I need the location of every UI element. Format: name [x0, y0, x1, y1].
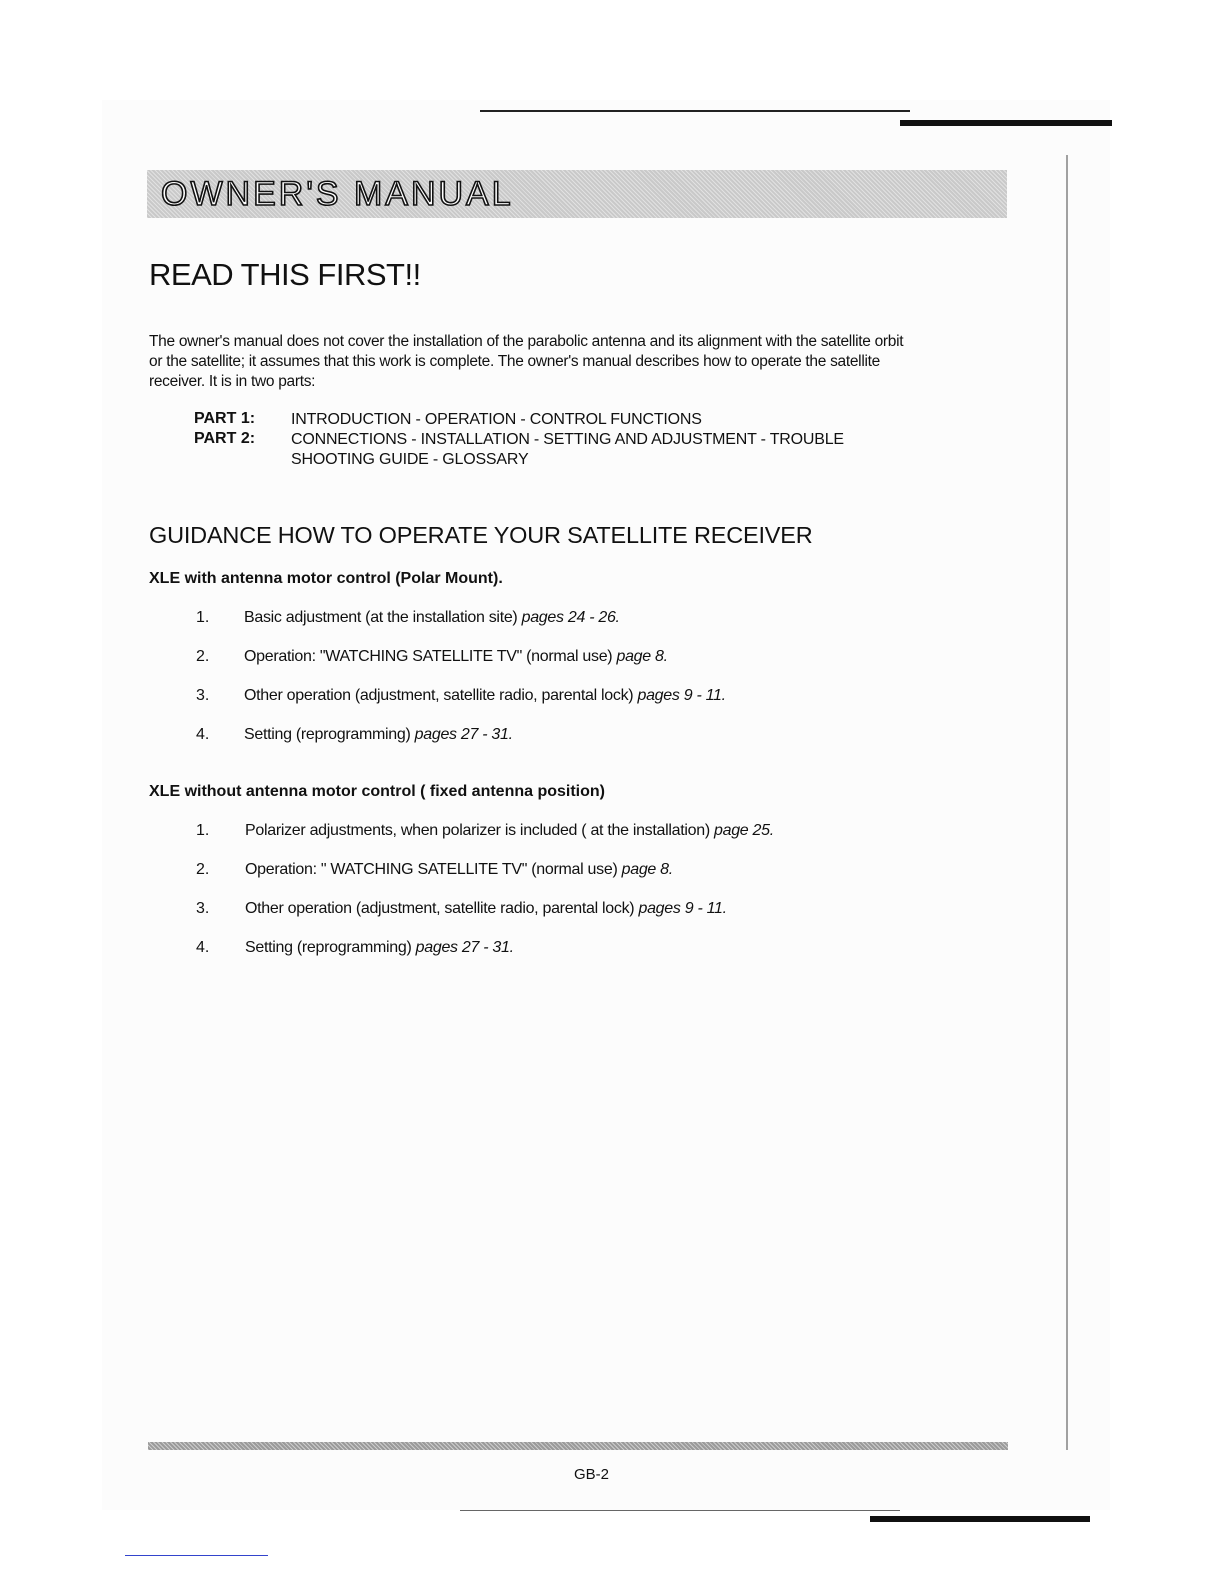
list-item-number: 4.	[196, 939, 210, 956]
part-2-line: CONNECTIONS - INSTALLATION - SETTING AND ADJUSTMENT - TROUBLE	[291, 431, 844, 448]
list-item: Other operation (adjustment, satellite radio, parental lock) pages 9 - 11.	[245, 900, 727, 917]
list-item-number: 2.	[196, 648, 210, 665]
page-number: GB-2	[574, 1466, 610, 1483]
list-item: Operation: "WATCHING SATELLITE TV" (normal use) page 8.	[244, 648, 668, 665]
banner-title: OWNER'S MANUAL	[161, 175, 514, 213]
bottom-rule-thin	[460, 1510, 900, 1511]
guidance-heading: GUIDANCE HOW TO OPERATE YOUR SATELLITE RECEIVER	[149, 522, 813, 548]
top-rule-thin	[480, 110, 910, 112]
list-item-number: 3.	[196, 900, 210, 917]
intro-paragraph	[149, 332, 989, 392]
list-item: Polarizer adjustments, when polarizer is included ( at the installation) page 25.	[245, 822, 774, 839]
list-item: Operation: " WATCHING SATELLITE TV" (normal use) page 8.	[245, 861, 673, 878]
list-item-number: 3.	[196, 687, 210, 704]
part-1-label: PART 1:	[194, 410, 256, 427]
intro-line: receiver. It is in two parts:	[149, 373, 316, 390]
list-item-number: 1.	[196, 822, 210, 839]
top-rule-thick	[900, 120, 1112, 126]
part-2-text	[291, 430, 911, 470]
page-right-edge	[1066, 155, 1068, 1450]
list-item: Setting (reprogramming) pages 27 - 31.	[245, 939, 514, 956]
blue-underline	[125, 1555, 268, 1556]
part-1-line: INTRODUCTION - OPERATION - CONTROL FUNCTIONS	[291, 411, 702, 428]
group-1-subtitle: XLE with antenna motor control (Polar Mount).	[149, 570, 503, 587]
part-2-label: PART 2:	[194, 430, 256, 447]
page-heading: READ THIS FIRST!!	[149, 257, 421, 292]
list-item-number: 2.	[196, 861, 210, 878]
list-item: Basic adjustment (at the installation site) pages 24 - 26.	[244, 609, 620, 626]
list-item: Other operation (adjustment, satellite radio, parental lock) pages 9 - 11.	[244, 687, 726, 704]
intro-line: or the satellite; it assumes that this work is complete. The owner's manual describes how to operate the satellite	[149, 353, 880, 370]
part-2-line: SHOOTING GUIDE - GLOSSARY	[291, 451, 529, 468]
footer-band	[148, 1442, 1008, 1450]
part-1-text	[291, 410, 911, 430]
page-sheet	[102, 100, 1110, 1510]
intro-line: The owner's manual does not cover the installation of the parabolic antenna and its alignment with the satellite orbit	[149, 333, 904, 350]
group-2-subtitle: XLE without antenna motor control ( fixed antenna position)	[149, 783, 605, 800]
title-banner	[147, 170, 1007, 218]
list-item-number: 1.	[196, 609, 210, 626]
list-item-number: 4.	[196, 726, 210, 743]
list-item: Setting (reprogramming) pages 27 - 31.	[244, 726, 513, 743]
bottom-rule-thick	[870, 1516, 1090, 1522]
